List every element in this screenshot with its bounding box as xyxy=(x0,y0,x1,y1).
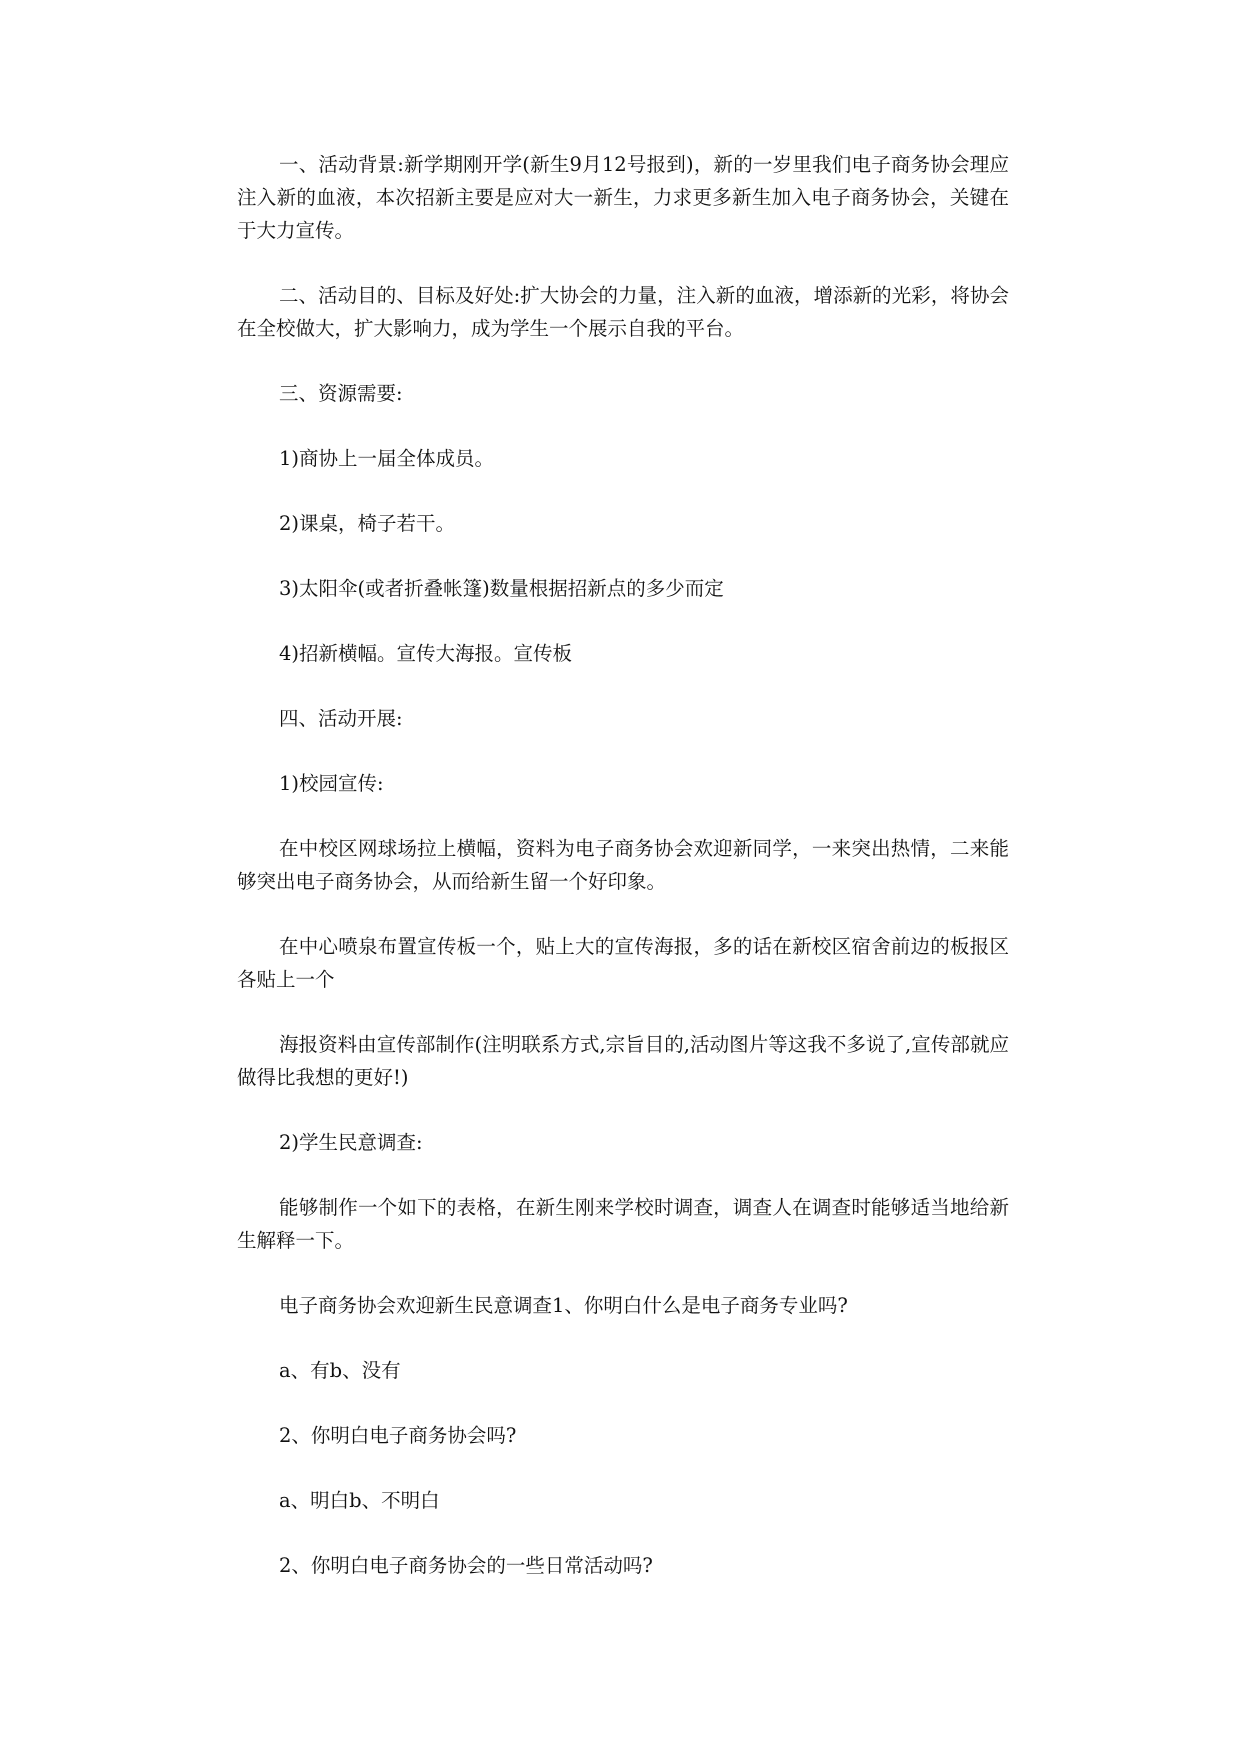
survey-question: 电子商务协会欢迎新生民意调查1、你明白什么是电子商务专业吗? xyxy=(279,1294,848,1317)
paragraph-survey-form: 能够制作一个如下的表格，在新生刚来学校时调查，调查人在调查时能够适当地给新生解释一下。 xyxy=(237,1196,1009,1252)
paragraph-background: 一、活动背景:新学期刚开学(新生9月12号报到)，新的一岁里我们电子商务协会理应注入新的血液，本次招新主要是应对大一新生，力求更多新生加入电子商务协会，关键在于大力宣传。 xyxy=(237,153,1009,242)
paragraph-banner: 在中校区网球场拉上横幅，资料为电子商务协会欢迎新同学，一来突出热情，二来能够突出电子商务协会，从而给新生留一个好印象。 xyxy=(237,837,1009,893)
paragraph-poster: 海报资料由宣传部制作(注明联系方式,宗旨目的,活动图片等这我不多说了,宣传部就应做得比我想的更好!) xyxy=(237,1033,1009,1089)
document-body xyxy=(237,148,1009,1614)
paragraph-fountain-board: 在中心喷泉布置宣传板一个，贴上大的宣传海报，多的话在新校区宿舍前边的板报区各贴上一个 xyxy=(237,935,1009,991)
list-item: 1)商协上一届全体成员。 xyxy=(279,447,495,470)
list-item: 3)太阳伞(或者折叠帐篷)数量根据招新点的多少而定 xyxy=(279,577,724,600)
heading-activities: 四、活动开展: xyxy=(279,707,403,730)
survey-question: 2、你明白电子商务协会的一些日常活动吗? xyxy=(279,1554,653,1577)
list-item: 2)课桌，椅子若干。 xyxy=(279,512,456,535)
survey-options: a、有b、没有 xyxy=(279,1359,401,1382)
survey-question: 2、你明白电子商务协会吗? xyxy=(279,1424,517,1447)
survey-options: a、明白b、不明白 xyxy=(279,1489,440,1512)
heading-resources: 三、资源需要: xyxy=(279,382,403,405)
paragraph-purpose: 二、活动目的、目标及好处:扩大协会的力量，注入新的血液，增添新的光彩，将协会在全校做大，扩大影响力，成为学生一个展示自我的平台。 xyxy=(237,284,1009,340)
subheading-survey: 2)学生民意调查: xyxy=(279,1131,423,1154)
list-item: 4)招新横幅。宣传大海报。宣传板 xyxy=(279,642,573,665)
subheading-campus-promotion: 1)校园宣传: xyxy=(279,772,384,795)
